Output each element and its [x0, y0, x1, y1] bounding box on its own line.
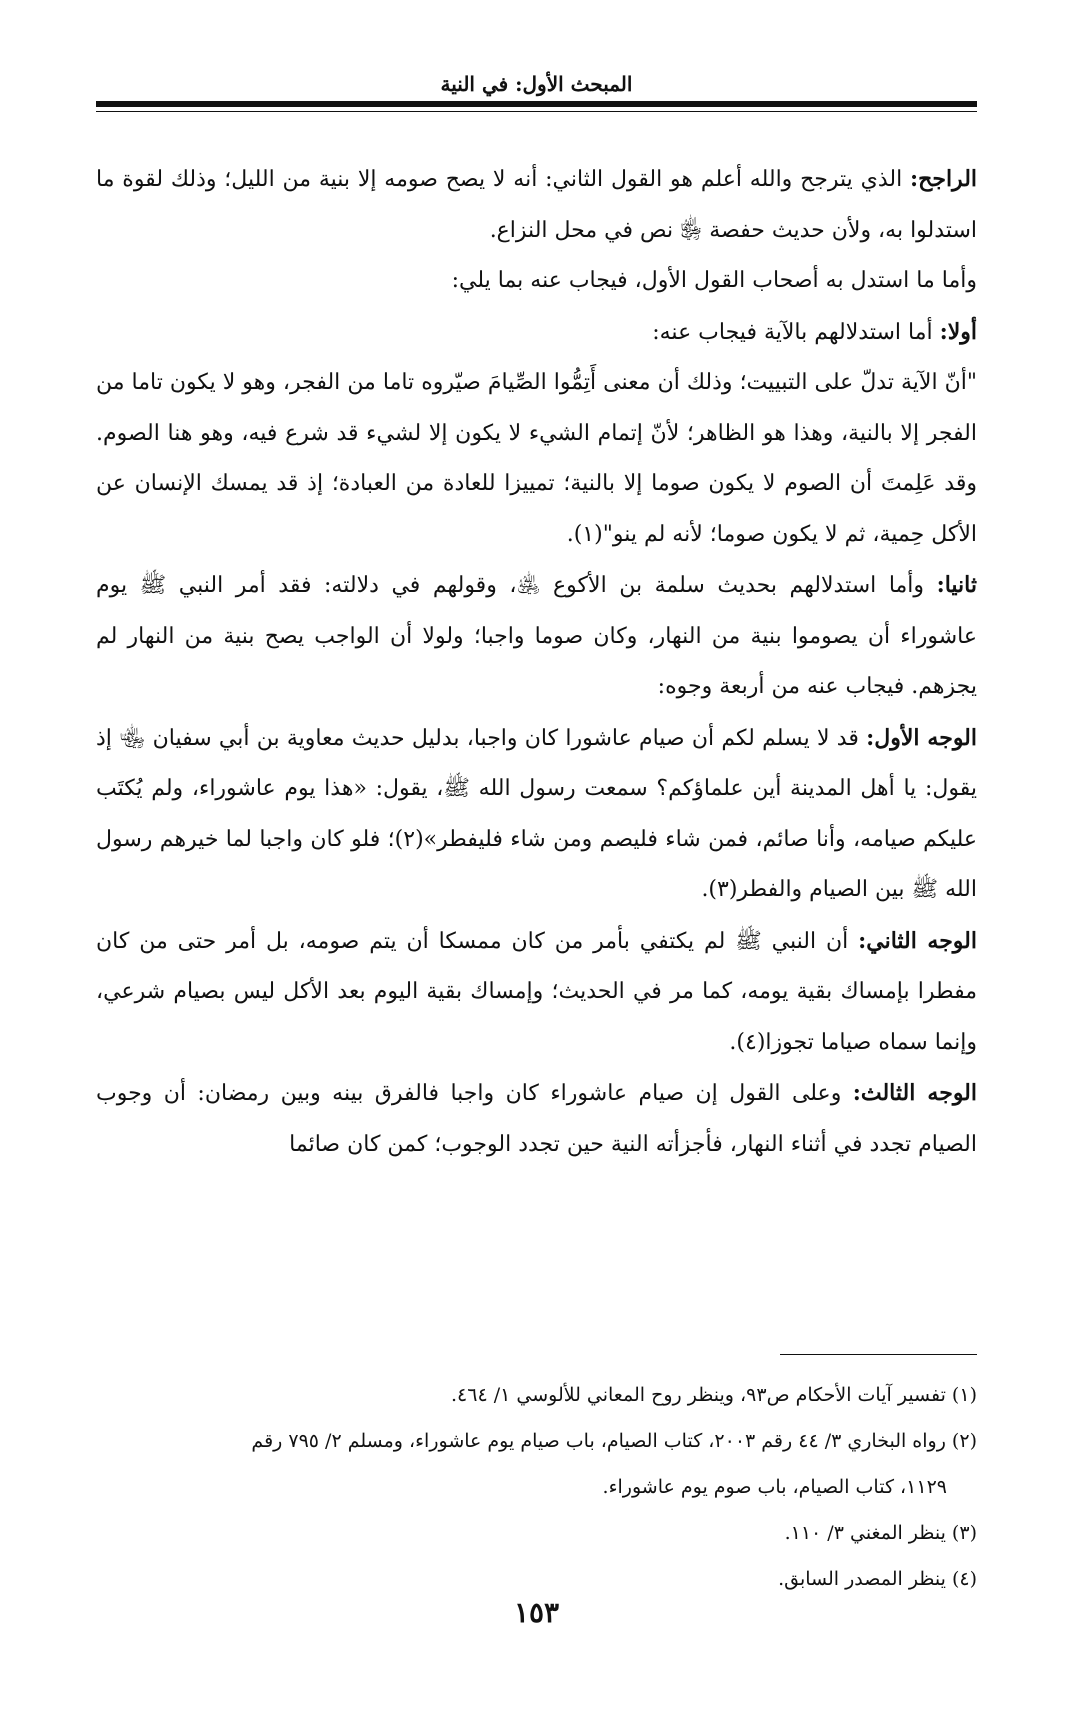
paragraph-second [96, 560, 977, 713]
paragraph-lead: أولا: [939, 318, 977, 345]
paragraph-response-intro [96, 256, 977, 307]
paragraph-lead: الوجه الثالث: [852, 1080, 978, 1106]
footnote-1: (١) تفسير آيات الأحكام ص٩٣، وينظر روح المعاني للألوسي ١/ ٤٦٤. [450, 1384, 977, 1406]
paragraph-text: وأما ما استدل به أصحاب القول الأول، فيجاب عنه بما يلي: [451, 268, 977, 293]
paragraph-text: أن النبي ﷺ لم يكتفي بأمر من كان ممسكا أن يتم صومه، بل أمر حتى من كان مفطرا بإمساك بقية يومه، كما مر في الحديث؛ وإمساك بقية اليوم بعد الأكل ليس بصيام شرعي، وإنما سماه صياما تجوزا(٤). [96, 928, 977, 1055]
footnote-3: (٣) ينظر المغني ٣/ ١١٠. [784, 1522, 977, 1544]
main-text [96, 154, 977, 1170]
paragraph-lead: ثانيا: [936, 572, 977, 598]
paragraph-quote [96, 358, 977, 560]
footnote-4: (٤) ينظر المصدر السابق. [778, 1568, 977, 1590]
paragraph-text: وعلى القول إن صيام عاشوراء كان واجبا فالفرق بينه وبين رمضان: أن وجوب الصيام تجدد في أثناء النهار، فأجزأته النية حين تجدد الوجوب؛ كمن كان صائما [96, 1081, 977, 1157]
paragraph-text: أما استدلالهم بالآية فيجاب عنه: [652, 319, 940, 345]
header-rule-thick [96, 101, 977, 107]
page-number: ١٥٣ [513, 1596, 560, 1629]
page-header-title: المبحث الأول: في النية [440, 72, 633, 96]
paragraph-rajih [96, 154, 977, 256]
footnotes [96, 1372, 977, 1602]
paragraph-text: "أنّ الآية تدلّ على التبييت؛ وذلك أن معنى أَتِمُّوا الصِّيامَ صيّروه تاما من الفجر، وهو لا يكون تاما من الفجر إلا بالنية، وهذا هو الظاهر؛ لأنّ إتمام الشيء لا يكون إلا لشيء قد شرع فيه، وهو هنا الصوم. وقد عَلِمتَ أن الصوم لا يكون صوما إلا بالنية؛ تمييزا للعادة من العبادة؛ إذ قد يمسك الإنسان عن الأكل حِمية، ثم لا يكون صوما؛ لأنه لم ينو"(١). [96, 370, 977, 547]
footnote-2-continuation: ١١٢٩، كتاب الصيام، باب صوم يوم عاشوراء. [602, 1476, 947, 1498]
paragraph-aspect-one [96, 713, 977, 916]
paragraph-lead: الوجه الثاني: [858, 927, 977, 954]
header-rule-thin [96, 111, 977, 112]
footnote-2: (٢) رواه البخاري ٣/ ٤٤ رقم ٢٠٠٣، كتاب الصيام، باب صيام يوم عاشوراء، ومسلم ٢/ ٧٩٥ رقم [251, 1430, 977, 1452]
paragraph-text: الذي يترجح والله أعلم هو القول الثاني: أنه لا يصح صومه إلا بنية من الليل؛ وذلك لقوة ما استدلوا به، ولأن حديث حفصة ﵂ نص في محل النزاع. [96, 167, 977, 243]
paragraph-lead: الوجه الأول: [866, 724, 977, 751]
paragraph-aspect-three [96, 1068, 977, 1170]
paragraph-aspect-two [96, 916, 977, 1069]
footnote-separator [780, 1354, 977, 1355]
paragraph-text: قد لا يسلم لكم أن صيام عاشورا كان واجبا، بدليل حديث معاوية بن أبي سفيان ﵄ إذ يقول: يا أهل المدينة أين علماؤكم؟ سمعت رسول الله ﷺ، يقول: «هذا يوم عاشوراء، ولم يُكتَب عليكم صيامه، وأنا صائم، فمن شاء فليصم ومن شاء فليفطر»(٢)؛ فلو كان واجبا لما خيرهم رسول الله ﷺ بين الصيام والفطر(٣). [96, 725, 977, 902]
paragraph-first [96, 307, 977, 359]
paragraph-lead: الراجح: [910, 166, 978, 192]
paragraph-text: وأما استدلالهم بحديث سلمة بن الأكوع ﵁، وقولهم في دلالته: فقد أمر النبي ﷺ يوم عاشوراء أن يصوموا بنية من النهار، وكان صوما واجبا؛ ولولا أن الواجب يصح بنية من النهار لم يجزهم. فيجاب عنه من أربعة وجوه: [96, 573, 977, 699]
